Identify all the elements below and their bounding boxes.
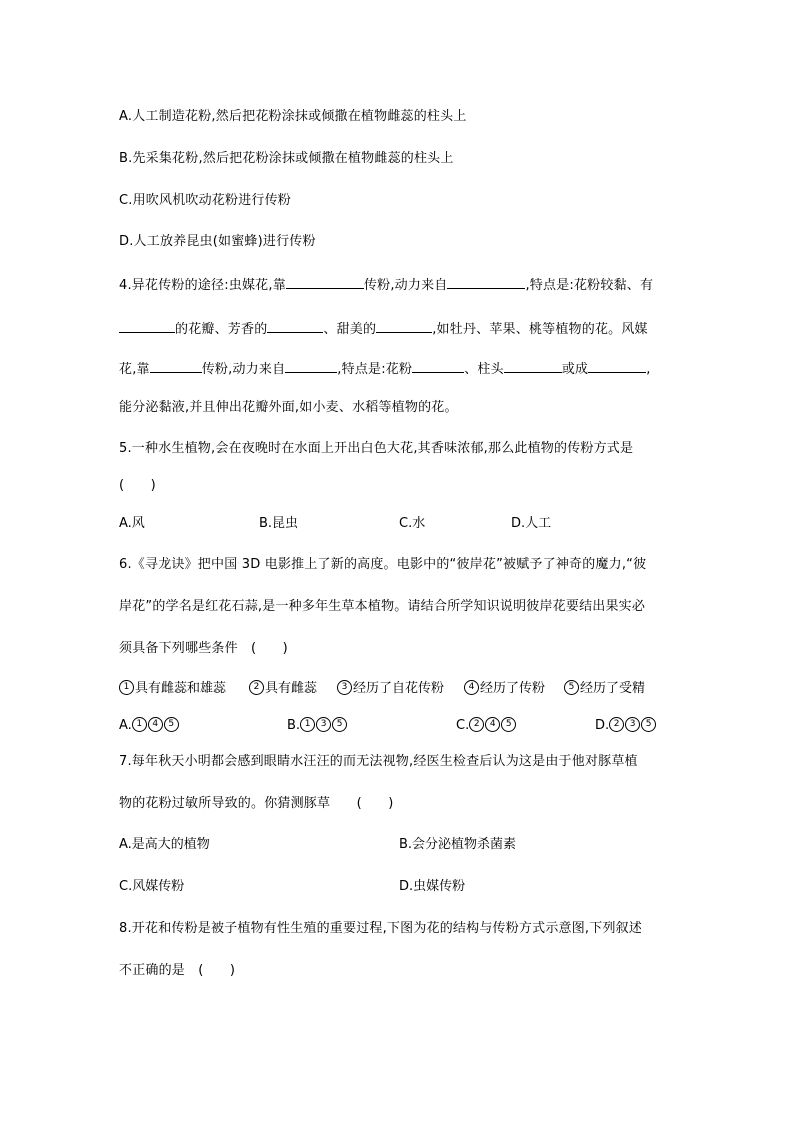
- condition-text: 经历了传粉: [480, 681, 546, 696]
- q6-option-d[interactable]: [595, 717, 657, 735]
- fill-blank[interactable]: [412, 358, 464, 373]
- q4-text: ,特点是:花粉: [337, 362, 413, 377]
- q6-condition-5: [564, 680, 645, 698]
- q5-answer-paren: ( ): [119, 478, 156, 493]
- condition-text: 具有雌蕊和雄蕊: [135, 681, 227, 696]
- condition-text: 经历了自花传粉: [353, 681, 445, 696]
- q4-text: 4.异花传粉的途径:虫媒花,靠: [119, 278, 286, 293]
- q4-text: ,特点是:花粉较黏、有: [525, 278, 654, 293]
- q5-option-a[interactable]: A.风: [119, 516, 145, 531]
- q4-text: 的花瓣、芳香的: [175, 322, 268, 337]
- fill-blank[interactable]: [376, 318, 432, 333]
- q6-option-a[interactable]: [119, 717, 180, 735]
- circled-number: 3: [337, 680, 352, 695]
- option-letter: C.: [456, 718, 470, 733]
- circled-number: 1: [119, 680, 134, 695]
- fill-blank[interactable]: [150, 358, 202, 373]
- q6-option-c[interactable]: [456, 717, 517, 735]
- circled-number: 5: [501, 717, 516, 732]
- fill-blank[interactable]: [504, 358, 562, 373]
- q6-line-3: 须具备下列哪些条件 ( ): [119, 641, 288, 656]
- q4-text: 、柱头: [464, 362, 504, 377]
- circled-number: 2: [469, 717, 484, 732]
- circled-number: 2: [249, 680, 264, 695]
- circled-number: 5: [641, 717, 656, 732]
- q3-option-d: D.人工放养昆虫(如蜜蜂)进行传粉: [119, 234, 316, 249]
- q4-text: ,: [646, 362, 651, 377]
- circled-number: 5: [564, 680, 579, 695]
- q4-line-2: [119, 318, 648, 339]
- fill-blank[interactable]: [286, 274, 364, 289]
- q8-line-2: 不正确的是 ( ): [119, 963, 236, 978]
- q5-option-b[interactable]: B.昆虫: [259, 516, 299, 531]
- q5-option-c[interactable]: C.水: [399, 516, 426, 531]
- fill-blank[interactable]: [267, 318, 323, 333]
- q5-option-d[interactable]: D.人工: [511, 516, 552, 531]
- condition-text: 具有雌蕊: [265, 681, 318, 696]
- q4-line-3: [119, 358, 651, 379]
- q4-text: 或成: [561, 362, 589, 377]
- q4-line-1: [119, 274, 653, 295]
- fill-blank[interactable]: [588, 358, 646, 373]
- circled-number: 4: [485, 717, 500, 732]
- circled-number: 4: [464, 680, 479, 695]
- q7-line-2: 物的花粉过敏所导致的。你猜测豚草 ( ): [119, 796, 394, 811]
- q6-line-1: 6.《寻龙诀》把中国 3D 电影推上了新的高度。电影中的“彼岸花”被赋予了神奇的魔力,“彼: [119, 557, 647, 572]
- q4-text: 花,靠: [119, 362, 150, 377]
- option-letter: D.: [595, 718, 610, 733]
- q7-option-b[interactable]: B.会分泌植物杀菌素: [399, 837, 517, 852]
- q3-option-c: C.用吹风机吹动花粉进行传粉: [119, 193, 292, 208]
- option-letter: B.: [287, 718, 301, 733]
- q6-condition-1: [119, 680, 226, 698]
- circled-number: 3: [625, 717, 640, 732]
- q4-text: ,如牡丹、苹果、桃等植物的花。风媒: [432, 322, 648, 337]
- circled-number: 1: [300, 717, 315, 732]
- option-letter: A.: [119, 718, 132, 733]
- fill-blank[interactable]: [447, 274, 525, 289]
- circled-number: 3: [316, 717, 331, 732]
- condition-text: 经历了受精: [580, 681, 646, 696]
- q6-condition-3: [337, 680, 444, 698]
- fill-blank[interactable]: [119, 318, 175, 333]
- q6-condition-4: [464, 680, 545, 698]
- q6-option-b[interactable]: [287, 717, 348, 735]
- q7-line-1: 7.每年秋天小明都会感到眼睛水汪汪的而无法视物,经医生检查后认为这是由于他对豚草植: [119, 754, 638, 769]
- circled-number: 5: [164, 717, 179, 732]
- q7-option-a[interactable]: A.是高大的植物: [119, 837, 210, 852]
- circled-number: 1: [132, 717, 147, 732]
- q5-stem: 5.一种水生植物,会在夜晚时在水面上开出白色大花,其香味浓郁,那么此植物的传粉方式是: [119, 441, 634, 456]
- q7-option-d[interactable]: D.虫媒传粉: [399, 879, 466, 894]
- circled-number: 2: [609, 717, 624, 732]
- q8-line-1: 8.开花和传粉是被子植物有性生殖的重要过程,下图为花的结构与传粉方式示意图,下列叙述: [119, 921, 643, 936]
- q6-condition-2: [249, 680, 317, 698]
- circled-number: 5: [332, 717, 347, 732]
- q4-text: 传粉,动力来自: [201, 362, 286, 377]
- q4-text: 传粉,动力来自: [363, 278, 448, 293]
- circled-number: 4: [148, 717, 163, 732]
- fill-blank[interactable]: [285, 358, 337, 373]
- q7-option-c[interactable]: C.风媒传粉: [119, 879, 185, 894]
- q4-text: 、甜美的: [323, 322, 377, 337]
- q6-line-2: 岸花”的学名是红花石蒜,是一种多年生草本植物。请结合所学知识说明彼岸花要结出果实必: [119, 599, 646, 614]
- q4-line-4: 能分泌黏液,并且伸出花瓣外面,如小麦、水稻等植物的花。: [119, 400, 458, 415]
- q3-option-a: A.人工制造花粉,然后把花粉涂抹或倾撒在植物雌蕊的柱头上: [119, 109, 467, 124]
- q3-option-b: B.先采集花粉,然后把花粉涂抹或倾撒在植物雌蕊的柱头上: [119, 151, 454, 166]
